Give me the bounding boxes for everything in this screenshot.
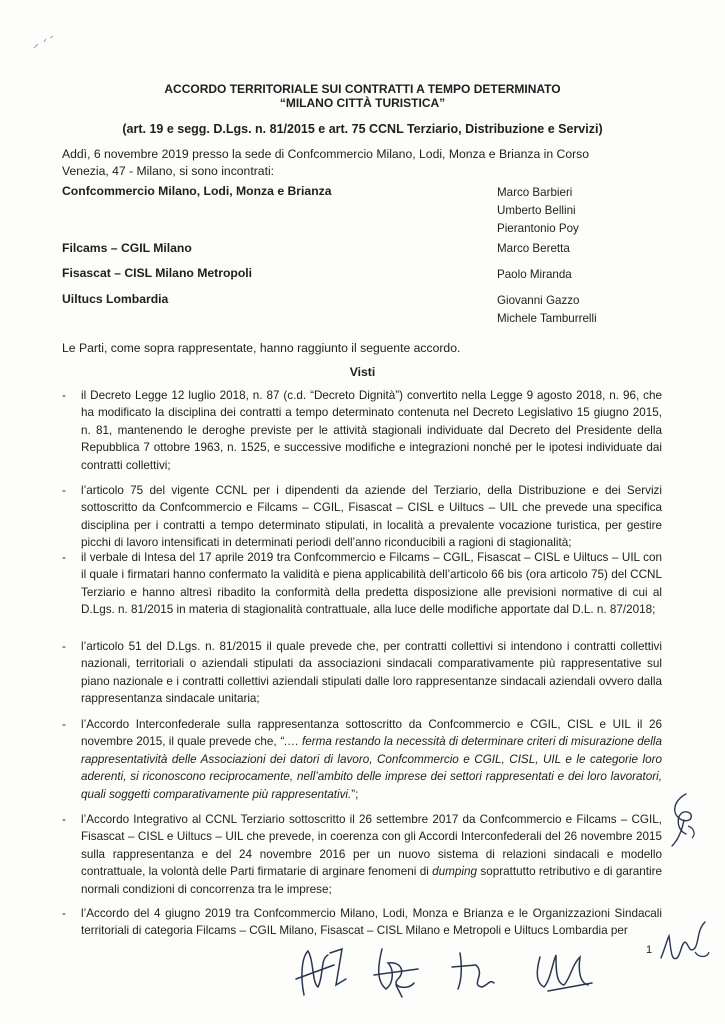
list-dash: - <box>62 907 66 920</box>
visti-item <box>62 387 662 474</box>
scan-speck-mark <box>30 30 70 60</box>
rep-name: Michele Tamburrelli <box>497 312 597 325</box>
visti-item-text: l’articolo 75 del vigente CCNL per i dipendenti da aziende del Terziario, della Distribuzione e dei Servizi sottoscritto da Confcommercio e Filcams – CGIL, Fisascat – CISL e Uiltucs – UIL che prevede una specifica disciplina per i contratti a tempo determinato stipulati, in località a prevalente vocazione turistica, per gestire picchi di lavoro intensificati in determinati periodi dell’anno riconducibili a ragioni di stagionalità; <box>81 484 662 550</box>
rep-name: Giovanni Gazzo <box>497 294 580 307</box>
party-filcams: Filcams – CGIL Milano <box>62 241 192 255</box>
rep-name: Marco Beretta <box>497 242 570 255</box>
visti-item-text: il Decreto Legge 12 luglio 2018, n. 87 (c.d. “Decreto Dignità”) convertito nella Legge 9 agosto 2018, n. 96, che ha modificato la disciplina dei contratti a tempo determinato contenuta nel Decreto Legislativo 15 giugno 2015, n. 81, mantenendo le deroghe previste per le attività stagionali individuate dal Decreto del Presidente della Repubblica 7 ottobre 1963, n. 1525, e successive modifiche e integrazioni nonché per le ipotesi individuate dai contratti collettivi; <box>81 389 662 472</box>
party-fisascat: Fisascat – CISL Milano Metropoli <box>62 266 253 280</box>
visti-item <box>62 638 662 708</box>
rep-name: Paolo Miranda <box>497 268 572 281</box>
bottom-signatures <box>290 935 670 1015</box>
visti-item-text-part: soprattutto retributivo e di garantire normali condizioni di concorrenza tra le imprese; <box>81 865 662 896</box>
visti-item-text: il verbale di Intesa del 17 aprile 2019 tra Confcommercio e Filcams – CGIL, Fisascat – CISL e Uiltucs – UIL con il quale i firmatari hanno confermato la validità e piena applicabilità dell’articolo 66 bis (ora articolo 75) del CCNL Terziario e hanno altresì ribadito la conformità della predetta disposizione alle previsioni normative di cui al D.Lgs. n. 81/2015 in materia di stagionalità contrattuale, alla luce delle modifiche apportate dal D.L. n. 87/2018; <box>81 551 662 617</box>
party-filcams-reps <box>497 240 570 258</box>
visti-item-text <box>81 716 662 803</box>
visti-item <box>62 549 662 619</box>
visti-item-text-part: l’Accordo Interconfederale sulla rappresentanza sottoscritto da Confcommercio e CGIL, CISL e UIL il 26 novembre 2015, il quale prevede che, <box>81 718 662 749</box>
visti-item-text: l’Accordo del 4 giugno 2019 tra Confcommercio Milano, Lodi, Monza e Brianza e le Organizzazioni Sindacali territoriali di categoria Filcams – CGIL Milano, Fisascat – CISL Milano e Metropoli e Uiltucs Lombardia per <box>81 907 662 938</box>
visti-item <box>62 482 662 552</box>
intro-paragraph: Addì, 6 novembre 2019 presso la sede di Confcommercio Milano, Lodi, Monza e Brianza in Corso Venezia, 47 - Milano, si sono incontrati: <box>62 147 590 178</box>
rep-name: Umberto Bellini <box>497 204 576 217</box>
list-dash: - <box>62 718 66 731</box>
visti-item <box>62 716 662 803</box>
party-uiltucs-reps <box>497 292 597 328</box>
document-subtitle: (art. 19 e segg. D.Lgs. n. 81/2015 e art. 75 CCNL Terziario, Distribuzione e Servizi) <box>122 122 603 136</box>
visti-item-text-part: l’Accordo Integrativo al CCNL Terziario sottoscritto il 26 settembre 2017 da Confcommercio e Filcams – CGIL, Fisascat – CISL e Uiltucs – UIL che prevede, in coerenza con gli Accordi Interconfederali del 26 novembre 2015 sulla rappresentanza e del 24 novembre 2016 per un nuovo sistema di relazioni sindacali e modello contrattuale, la volontà delle Parti firmatarie di arginare fenomeni di <box>81 813 662 879</box>
visti-item-quote: “…. ferma restando la necessità di determinare criteri di misurazione della rappresentatività delle Associazioni dei datori di lavoro, Confcommercio e CGIL, CISL, UIL e le categorie loro aderenti, si riconoscono reciprocamente, nell’ambito delle imprese dei settori rappresentati e dei loro lavoratori, quali soggetti comparativamente più rappresentativi. <box>81 735 662 801</box>
margin-initials-signature <box>664 790 704 850</box>
visti-item-text-part: ”; <box>351 787 359 801</box>
document-title-line1: ACCORDO TERRITORIALE SUI CONTRATTI A TEMPO DETERMINATO <box>164 82 561 96</box>
visti-item-dumping: dumping <box>432 865 477 879</box>
list-dash: - <box>62 813 66 826</box>
list-dash: - <box>62 551 66 564</box>
visti-item-text <box>81 811 662 898</box>
page-number: 1 <box>646 944 653 956</box>
visti-heading: Visti <box>349 365 376 379</box>
party-confcommercio-reps <box>497 184 579 238</box>
party-confcommercio: Confcommercio Milano, Lodi, Monza e Brianza <box>62 184 332 198</box>
party-uiltucs: Uiltucs Lombardia <box>62 292 169 306</box>
rep-name: Pierantonio Poy <box>497 222 579 235</box>
list-dash: - <box>62 484 66 497</box>
visti-item-text: l’articolo 51 del D.Lgs. n. 81/2015 il quale prevede che, per contratti collettivi si intendono i contratti collettivi nazionali, territoriali o aziendali stipulati da associazioni sindacali comparativamente più rappresentative sul piano nazionale e i contratti collettivi aziendali stipulati dalle loro rappresentanze sindacali aziendali ovvero dalla rappresentanza sindacale unitaria; <box>81 640 662 706</box>
document-title-line2: “MILANO CITTÀ TURISTICA” <box>279 96 446 110</box>
agreement-statement: Le Parti, come sopra rappresentate, hanno raggiunto il seguente accordo. <box>62 341 461 355</box>
rep-name: Marco Barbieri <box>497 186 573 199</box>
list-dash: - <box>62 389 66 402</box>
party-fisascat-reps <box>497 266 572 284</box>
list-dash: - <box>62 640 66 653</box>
visti-item <box>62 811 662 898</box>
